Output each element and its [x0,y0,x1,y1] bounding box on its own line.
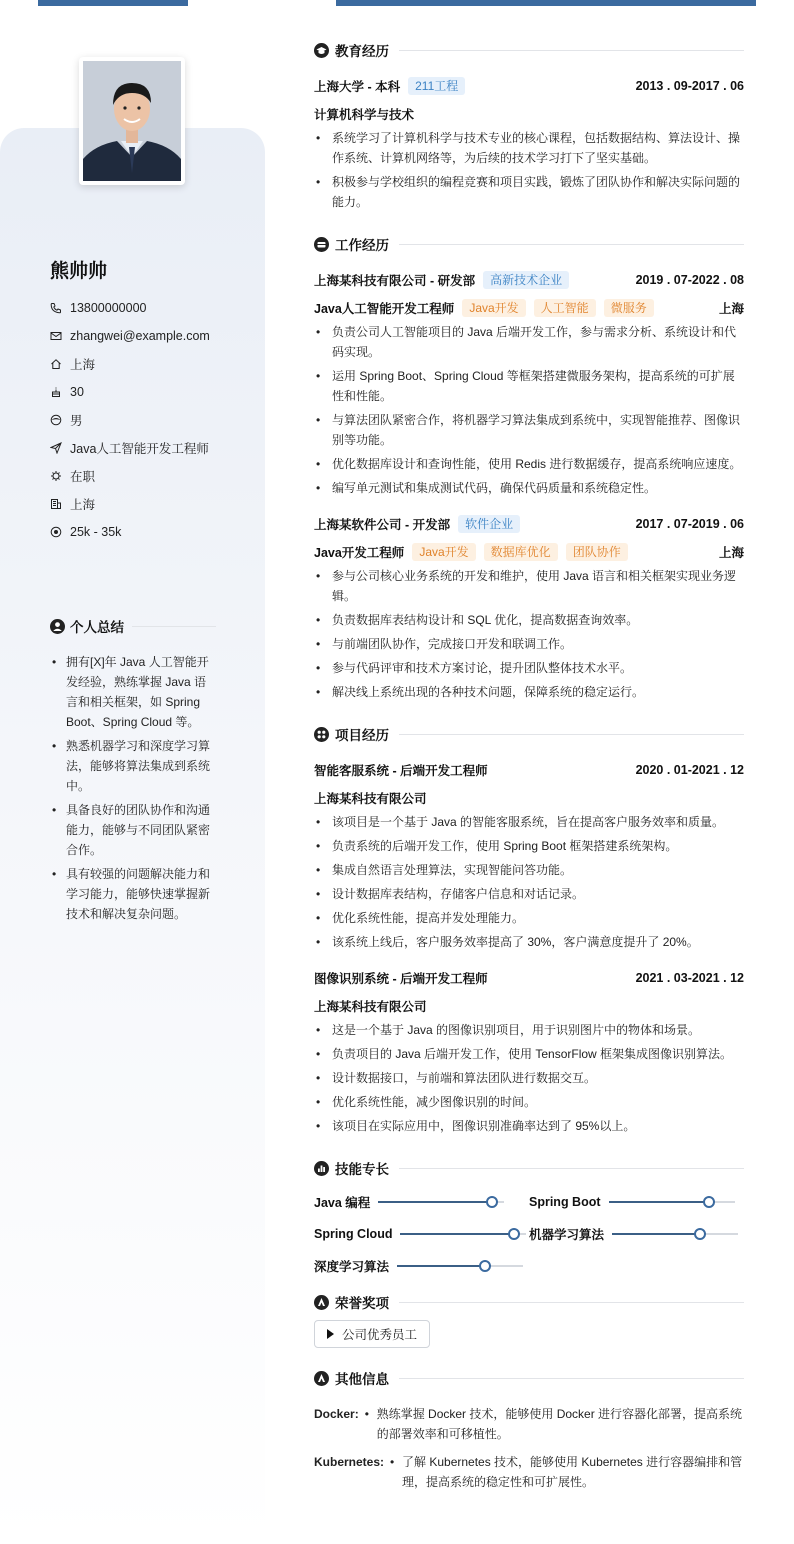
job-city: 上海 [718,302,744,316]
skill-item [529,1218,744,1250]
list-item: • 编写单元测试和集成测试代码，确保代码质量和系统稳定性。 [314,478,744,498]
section-divider [399,244,744,245]
salary-icon [50,526,62,538]
grid-icon [314,727,329,742]
education-header [314,72,744,100]
education-details [314,128,744,212]
work-section-title [314,234,744,254]
top-accent-bar-left [38,0,188,6]
school-tag: 211工程 [408,77,465,95]
skill-tag: 团队协作 [566,543,628,561]
list-item: • 这是一个基于 Java 的图像识别项目，用于识别图片中的物体和场景。 [314,1020,744,1040]
other-info-item [314,1452,744,1492]
skill-level-handle [694,1228,706,1240]
main-content [314,40,744,1500]
summary-item: • 具备良好的团队协作和沟通能力，能够与不同团队紧密合作。 [50,800,218,860]
job-role: Java人工智能开发工程师 [314,302,455,316]
skill-level-fill [609,1201,710,1203]
skill-item [314,1250,529,1282]
section-divider [399,1378,744,1379]
list-item: • 该项目在实际应用中，图像识别准确率达到了 95%以上。 [314,1116,744,1136]
list-item: • 设计数据接口，与前端和算法团队进行数据交互。 [314,1068,744,1088]
info-status [50,462,210,490]
skill-level-handle [508,1228,520,1240]
education-major: 计算机科学与技术 [314,108,415,122]
list-item: • 优化数据库设计和查询性能，使用 Redis 进行数据缓存，提高系统响应速度。 [314,454,744,474]
list-item: • 解决线上系统出现的各种技术问题，保障系统的稳定运行。 [314,682,744,702]
award-icon [314,1295,329,1310]
play-triangle-icon [327,1329,334,1339]
list-item: • 优化系统性能，减少图像识别的时间。 [314,1092,744,1112]
summary-list [50,652,218,928]
project-details [314,1020,744,1136]
project-entry [314,756,744,952]
skills-title-text: 技能专长 [335,1162,389,1177]
section-divider [132,626,216,627]
project-name: 图像识别系统 - 后端开发工程师 [314,972,488,986]
section-divider [399,1168,744,1169]
skill-name: 机器学习算法 [529,1228,605,1242]
list-item: • 积极参与学校组织的编程竞赛和项目实践，锻炼了团队协作和解决实际问题的能力。 [314,172,744,212]
other-info-item [314,1404,744,1444]
awards-section-title [314,1292,744,1312]
project-date: 2021 . 03-2021 . 12 [635,971,744,985]
user-circle-icon [50,619,65,634]
info-location [50,350,210,378]
skill-name: Spring Boot [529,1195,601,1209]
job-role-row [314,538,744,566]
education-title-text: 教育经历 [335,44,389,59]
list-item: • 集成自然语言处理算法，实现智能问答功能。 [314,860,744,880]
info-gender-text: 男 [70,414,83,428]
projects-section-title [314,724,744,744]
info-status-text: 在职 [70,470,96,484]
avatar [79,57,185,185]
project-company: 上海某科技有限公司 [314,792,427,806]
info-age-text: 30 [70,385,84,399]
award-text: 公司优秀员工 [342,1328,418,1342]
info-position-text: Java人工智能开发工程师 [70,442,209,456]
job-city: 上海 [718,546,744,560]
skill-level-handle [486,1196,498,1208]
list-item: • 负责数据库表结构设计和 SQL 优化，提高数据查询效率。 [314,610,744,630]
skill-tag: 微服务 [604,299,654,317]
portrait-image [83,61,181,181]
section-divider [399,50,744,51]
phone-icon [50,302,62,314]
info-salary [50,518,210,546]
briefcase-icon [314,237,329,252]
section-divider [399,1302,744,1303]
list-item: • 该项目是一个基于 Java 的智能客服系统，旨在提高客户服务效率和质量。 [314,812,744,832]
send-icon [50,442,62,454]
other-title-text: 其他信息 [335,1372,389,1387]
skill-tag: Java开发 [412,543,475,561]
info-work-city-text: 上海 [70,498,96,512]
job-date: 2019 . 07-2022 . 08 [635,273,744,287]
skill-level-track [400,1233,526,1235]
section-divider [399,734,744,735]
info-email [50,322,210,350]
summary-item: • 具有较强的问题解决能力和学习能力，能够快速掌握新技术和解决复杂问题。 [50,864,218,924]
building-icon [50,498,62,510]
skills-section-title [314,1158,744,1178]
graduation-cap-icon [314,43,329,58]
project-name: 智能客服系统 - 后端开发工程师 [314,764,488,778]
project-entry [314,964,744,1136]
list-item: • 负责系统的后端开发工作，使用 Spring Boot 框架搭建系统架构。 [314,836,744,856]
company-tag: 高新技术企业 [483,271,569,289]
project-header [314,964,744,992]
list-item: • 与算法团队紧密合作，将机器学习算法集成到系统中，实现智能推荐、图像识别等功能。 [314,410,744,450]
job-header [314,510,744,538]
job-header [314,266,744,294]
other-info-key: Kubernetes: [314,1455,385,1469]
projects-title-text: 项目经历 [335,728,389,743]
job-company: 上海某软件公司 - 开发部 [314,518,451,532]
awards-title-text: 荣誉奖项 [335,1296,389,1311]
skill-level-track [397,1265,523,1267]
project-date: 2020 . 01-2021 . 12 [635,763,744,777]
skill-name: Java 编程 [314,1196,371,1210]
job-details [314,566,744,702]
info-email-text: zhangwei@example.com [70,329,210,343]
skill-level-track [612,1233,738,1235]
skill-level-fill [400,1233,513,1235]
skill-level-fill [378,1201,491,1203]
list-item: • 系统学习了计算机科学与技术专业的核心课程，包括数据结构、算法设计、操作系统、计算机网络等，为后续的技术学习打下了坚实基础。 [314,128,744,168]
project-details [314,812,744,952]
gender-icon [50,414,62,426]
award-badge [314,1320,430,1348]
project-header [314,756,744,784]
job-role: Java开发工程师 [314,546,405,560]
job-company: 上海某科技有限公司 - 研发部 [314,274,476,288]
home-icon [50,358,62,370]
company-tag: 软件企业 [458,515,520,533]
skills-list [314,1186,744,1282]
status-icon [50,470,62,482]
job-entry [314,510,744,702]
project-company: 上海某科技有限公司 [314,1000,427,1014]
job-date: 2017 . 07-2019 . 06 [635,517,744,531]
other-info-value: • 了解 Kubernetes 技术，能够使用 Kubernetes 进行容器编排和管理，提高系统的稳定性和可扩展性。 [384,1452,744,1492]
candidate-name: 熊帅帅 [50,261,108,282]
skill-item [314,1186,529,1218]
info-salary-text: 25k - 35k [70,525,122,539]
age-icon [50,386,62,398]
school-name: 上海大学 - 本科 [314,80,401,94]
job-entry [314,266,744,498]
list-item: • 运用 Spring Boot、Spring Cloud 等框架搭建微服务架构，提高系统的可扩展性和性能。 [314,366,744,406]
list-item: • 参与代码评审和技术方案讨论，提升团队整体技术水平。 [314,658,744,678]
other-info-value: • 熟练掌握 Docker 技术，能够使用 Docker 进行容器化部署，提高系统的部署效率和可移植性。 [359,1404,744,1444]
skill-level-handle [479,1260,491,1272]
list-item: • 设计数据库表结构，存储客户信息和对话记录。 [314,884,744,904]
skill-item [529,1186,744,1218]
info-phone-text: 13800000000 [70,301,147,315]
summary-item: • 熟悉机器学习和深度学习算法，能够将算法集成到系统中。 [50,736,218,796]
education-date: 2013 . 09-2017 . 06 [635,79,744,93]
info-gender [50,406,210,434]
skill-tag: 人工智能 [534,299,596,317]
summary-title-text: 个人总结 [70,620,124,635]
contact-info-list [50,294,210,546]
skill-level-fill [397,1265,485,1267]
top-accent-bar-right [336,0,756,6]
list-item: • 负责公司人工智能项目的 Java 后端开发工作，参与需求分析、系统设计和代码实现。 [314,322,744,362]
info-age [50,378,210,406]
info-work-city [50,490,210,518]
bar-chart-icon [314,1161,329,1176]
skill-item [314,1218,529,1250]
list-item: • 优化系统性能，提高并发处理能力。 [314,908,744,928]
other-section-title [314,1368,744,1388]
skill-level-track [378,1201,504,1203]
info-phone [50,294,210,322]
skill-tag: 数据库优化 [484,543,558,561]
info-location-text: 上海 [70,358,96,372]
skill-name: 深度学习算法 [314,1260,390,1274]
info-position [50,434,210,462]
summary-section-title [50,616,216,636]
list-item: • 与前端团队协作，完成接口开发和联调工作。 [314,634,744,654]
job-role-row [314,294,744,322]
skill-level-fill [612,1233,700,1235]
job-details [314,322,744,498]
list-item: • 负责项目的 Java 后端开发工作，使用 TensorFlow 框架集成图像识别算法。 [314,1044,744,1064]
list-item: • 参与公司核心业务系统的开发和维护，使用 Java 语言和相关框架实现业务逻辑。 [314,566,744,606]
work-title-text: 工作经历 [335,238,389,253]
other-info-key: Docker: [314,1407,359,1421]
skill-name: Spring Cloud [314,1227,393,1241]
education-section-title [314,40,744,60]
info-badge-icon [314,1371,329,1386]
mail-icon [50,330,62,342]
list-item: • 该系统上线后，客户服务效率提高了 30%，客户满意度提升了 20%。 [314,932,744,952]
skill-tag: Java开发 [462,299,525,317]
skill-level-track [609,1201,735,1203]
skill-level-handle [703,1196,715,1208]
summary-item: • 拥有[X]年 Java 人工智能开发经验，熟练掌握 Java 语言和相关框架，如 Spring Boot、Spring Cloud 等。 [50,652,218,732]
